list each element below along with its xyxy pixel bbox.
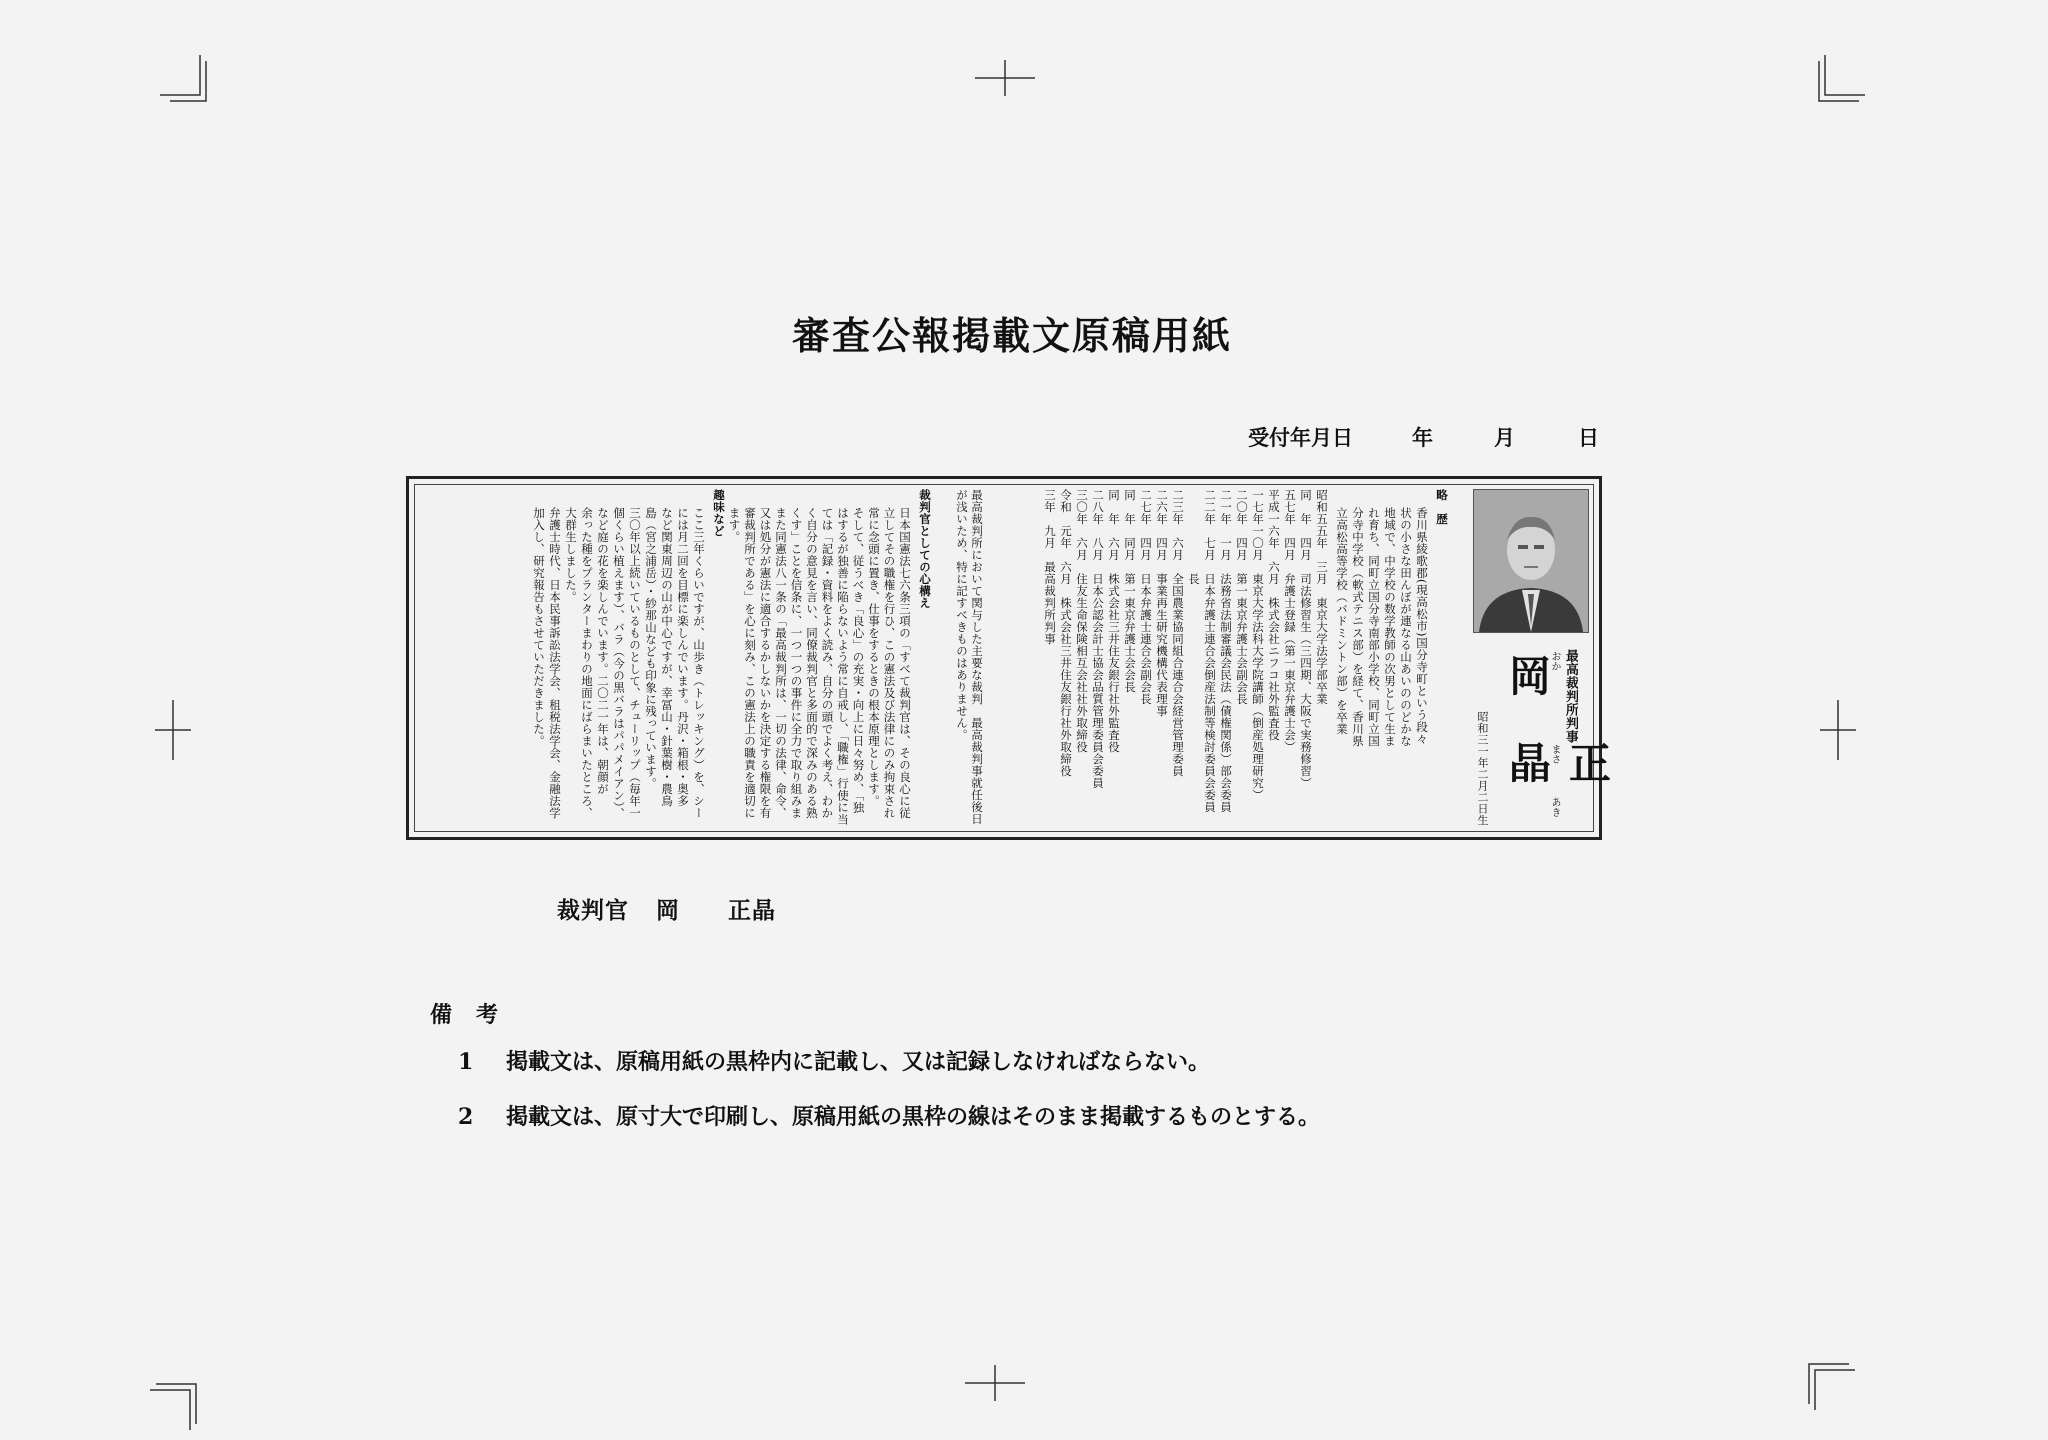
hobby-line: 島（宮之浦岳）・紗那山なども印象に残っています。 (644, 507, 658, 790)
career-line: 同 年 四月 司法修習生（三四期、大阪で実務修習） (1299, 489, 1313, 789)
judge-family-name: 岡 (1503, 654, 1552, 726)
attitude-line: 立してその職権を行ひ、この憲法及び法律にのみ拘束され (882, 507, 897, 819)
career-line: 昭和五五年 三月 東京大学法学部卒業 (1315, 489, 1329, 705)
hobby-line: ここ三年くらいですが、山歩き（トレッキング）を、シー (692, 507, 706, 819)
career-line: 二二年 七月 日本弁護士連合会倒産法制等検討委員会委員 (1203, 489, 1217, 813)
ruby-given-1: まさ (1549, 744, 1560, 764)
crop-mark-bottom-left (150, 1380, 200, 1430)
judge-portrait (1473, 489, 1589, 633)
manuscript-frame (406, 476, 1612, 840)
judge-given-name: 正晶 (1503, 741, 1612, 813)
registration-mark-top (975, 60, 1035, 96)
attitude-line: はするが独善に陥らないよう常に自戒し、「職権」行使に当 (836, 507, 850, 826)
hobby-line: 三〇年以上続いているものとして、チューリップ（毎年一 (628, 507, 642, 819)
position-title: 最高裁判所判事 (1563, 649, 1578, 744)
hobby-line: など庭の花を楽しんでいます。二〇二一年は、朝顔が (596, 507, 610, 795)
note-number: 1 (458, 1049, 474, 1075)
career-line: 二〇年 四月 第一東京弁護士会副会長 (1235, 489, 1249, 705)
bio-intro-line: 状の小さな田んぼが連なる山あいののどかな (1399, 507, 1413, 747)
career-line: 二八年 八月 日本公認会計士協会品質管理委員会委員 (1091, 489, 1105, 789)
hobby-line: 加入し、研究報告もさせていただきました。 (532, 507, 546, 747)
attitude-line: くす」ことを信条に、一つ一つの事件に全力で取り組みま (789, 507, 804, 819)
bio-intro-line: 立高松高等学校（バドミントン部）を卒業 (1335, 507, 1349, 735)
attitude-line: ます。 (727, 507, 742, 543)
career-line: 二七年 四月 日本弁護士連合会副会長 (1139, 489, 1153, 705)
bio-intro-line: 分寺中学校（軟式テニス部）を経て、香川県 (1351, 507, 1365, 747)
hobby-line: 大群生しました。 (564, 507, 578, 603)
signature-label: 裁判官 (557, 897, 629, 924)
career-line: 一七年一〇月 東京大学法科大学院講師（倒産処理研究） (1251, 489, 1265, 801)
attitude-line: 日本国憲法七六条三項の「すべて裁判官は、その良心に従 (898, 507, 912, 819)
career-line: 二六年 四月 事業再生研究機構代表理事 (1155, 489, 1169, 717)
note-item-1 (458, 1045, 1210, 1076)
career-line: 長 (1187, 489, 1201, 585)
bio-intro-line: れ育ち、同町立国分寺南部小学校、同町立国 (1367, 507, 1381, 747)
registration-mark-left (155, 700, 191, 760)
crop-mark-top-right (1815, 55, 1865, 105)
judge-signature (557, 892, 776, 925)
registration-mark-bottom (965, 1365, 1025, 1401)
note-number: 2 (458, 1104, 474, 1130)
hobby-line: には月二回を目標に楽しんでいます。丹沢・箱根・奥多 (676, 507, 690, 807)
career-line: 令和 元年 六月 株式会社三井住友銀行社外取締役 (1059, 489, 1073, 777)
bio-heading: 略 歴 (1435, 489, 1449, 525)
note-text: 掲載文は、原稿用紙の黒枠内に記載し、又は記録しなければならない。 (506, 1049, 1211, 1075)
crop-mark-top-left (160, 55, 210, 105)
attitude-line: 審裁判所である」を心に刻み、この憲法上の職責を適切に (743, 507, 757, 819)
notes-heading: 備考 (430, 1002, 523, 1028)
bio-intro-line: 地域で、中学校の数学教師の次男として生ま (1383, 507, 1397, 747)
bio-intro-line: 香川県綾歌郡(現高松市)国分寺町という段々 (1415, 507, 1429, 745)
hobby-line: 余った種をプランターまわりの地面にばらまいたところ、 (580, 507, 594, 819)
career-line: 二三年 六月 全国農業協同組合連合会経営管理委員 (1171, 489, 1185, 777)
hobby-line: など関東周辺の山が中心ですが、幸冨山・針葉樹・農鳥 (660, 507, 674, 807)
day-label: 日 (1578, 425, 1599, 450)
month-label: 月 (1494, 425, 1515, 450)
ruby-given-2: あき (1549, 797, 1560, 817)
cases-text: 最高裁判所において関与した主要な裁判 最高裁判事就任後日が浅いため、特に記すべきものはありません。 (955, 489, 984, 825)
career-line: 同 年 同月 第一東京弁護士会会長 (1123, 489, 1137, 693)
career-line: 三〇年 六月 住友生命保険相互会社社外取締役 (1075, 489, 1089, 753)
ruby-family: おか (1549, 651, 1560, 671)
attitude-line: ては「記録・資料をよく読み、自分の頭でよく考え、わか (820, 507, 835, 819)
attitude-heading: 裁判官としての心構え (918, 489, 932, 609)
attitude-line: また同憲法八一条の「最高裁判所は、一切の法律、命令、 (774, 507, 788, 819)
hobby-line: 個くらい植えます）、バラ（今の黒バラはパパメイアン）、 (612, 507, 626, 820)
career-line: 三年 九月 最高裁判所判事 (1043, 489, 1057, 645)
attitude-line: 又は処分が憲法に適合するかしないかを決定する権限を有 (758, 507, 773, 819)
career-line: 同 年 六月 株式会社三井住友銀行社外監査役 (1107, 489, 1121, 753)
year-label: 年 (1412, 425, 1433, 450)
career-line: 二一年 一月 法務省法制審議会民法（債権関係）部会委員 (1219, 489, 1233, 813)
attitude-line: く自分の意見を言い、同僚裁判官と多面的で深みのある熟 (805, 507, 819, 819)
career-line: 五七年 四月 弁護士登録（第一東京弁護士会） (1283, 489, 1297, 753)
career-line: 平成一六年 六月 株式会社ニフコ社外監査役 (1267, 489, 1281, 741)
attitude-line: 常に念頭に置き、仕事をするときの根本原理とします。 (867, 507, 881, 807)
birth-date: 昭和三一年二月二日生 (1476, 711, 1489, 826)
attitude-line: そして、従うべき「良心」の充実・向上に日々努め、「独 (851, 507, 866, 814)
note-text: 掲載文は、原寸大で印刷し、原稿用紙の黒枠の線はそのまま掲載するものとする。 (506, 1104, 1321, 1130)
hobby-heading: 趣味など (712, 489, 726, 537)
signature-name: 岡 正晶 (656, 897, 777, 924)
form-title: 審査公報掲載文原稿用紙 (791, 313, 1232, 358)
registration-mark-right (1820, 700, 1856, 760)
hobby-line: 弁護士時代、日本民事訴訟法学会、租税法学会、金融法学 (548, 507, 562, 819)
received-date-label: 受付年月日 (1248, 425, 1353, 450)
note-item-2 (458, 1100, 1320, 1131)
crop-mark-bottom-right (1805, 1360, 1865, 1410)
